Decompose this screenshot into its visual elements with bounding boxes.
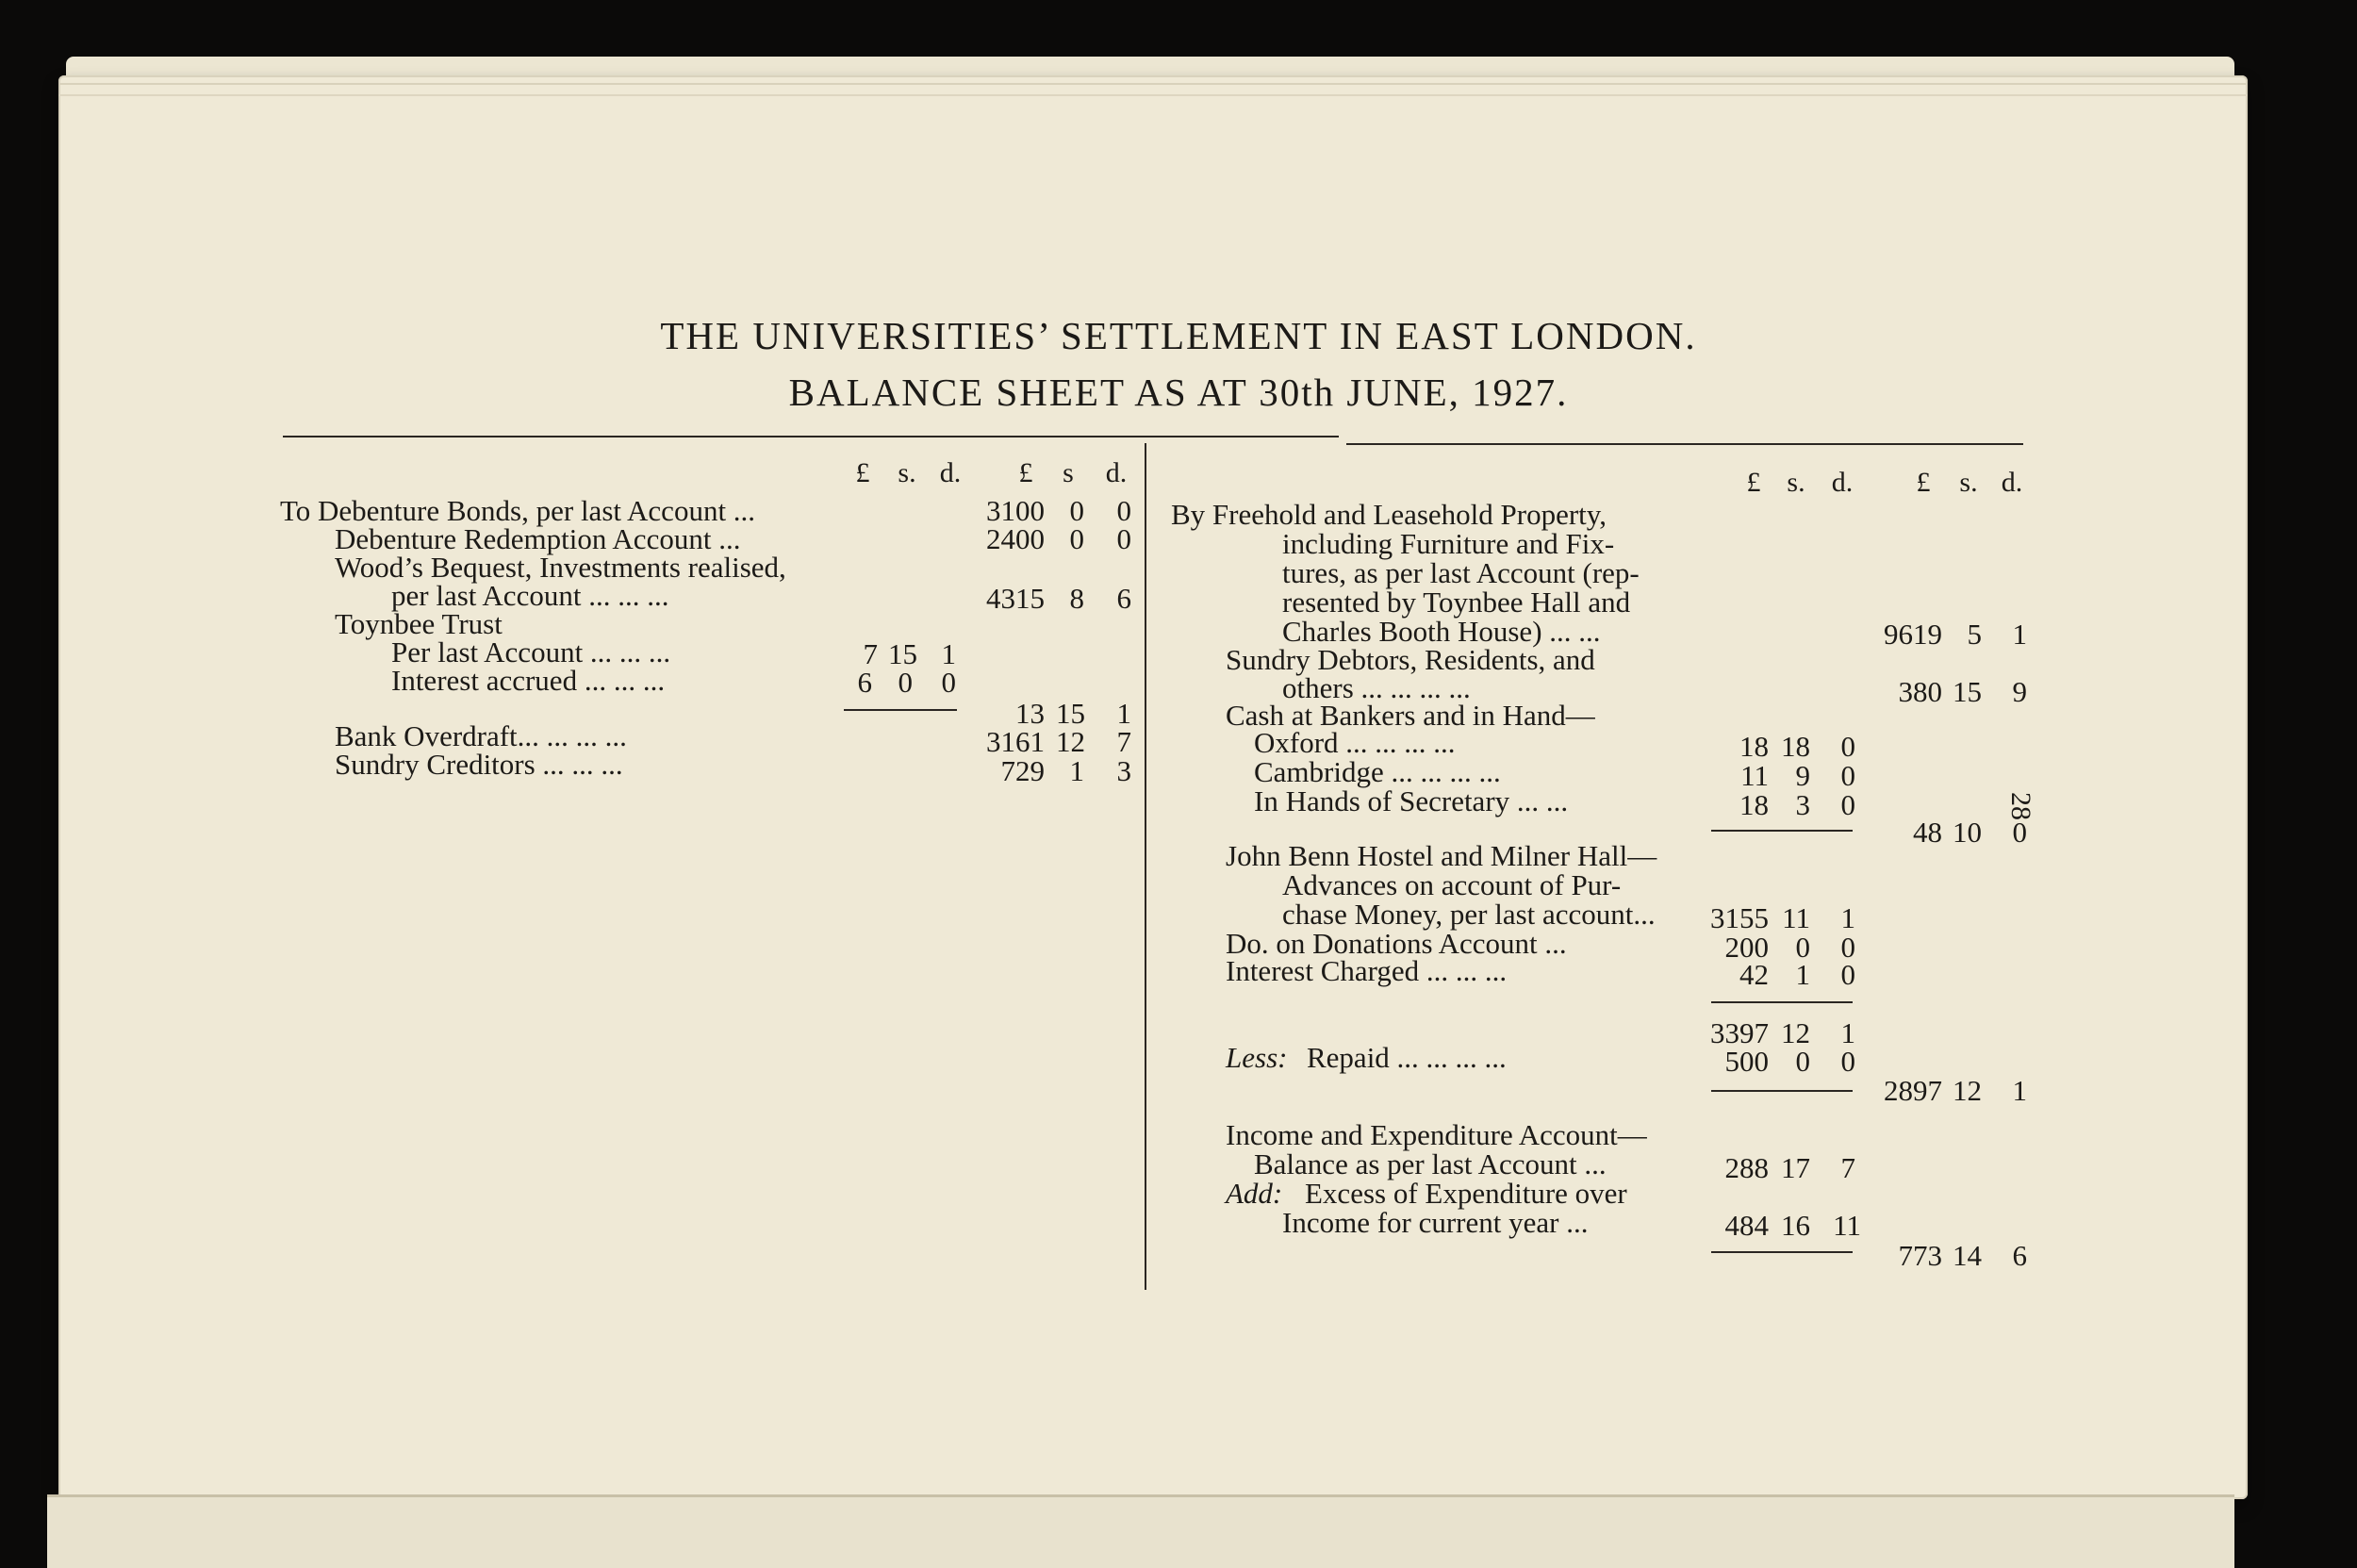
cambridge-pounds: 11 [1740, 759, 1769, 792]
toynbee-per-last-pence: 1 [941, 637, 956, 670]
left-head-s-b: s [1063, 457, 1074, 488]
interest-charged-shillings: 1 [1795, 958, 1810, 991]
john-benn-label: John Benn Hostel and Milner Hall— [1226, 839, 1657, 872]
income-total-pence: 6 [2012, 1239, 2027, 1272]
less-label: Less: [1226, 1041, 1288, 1074]
right-head-s-b: s. [1959, 467, 1978, 498]
john-benn-pounds: 3155 [1710, 901, 1769, 934]
john-benn-net-shillings: 12 [1953, 1074, 1982, 1107]
john-benn-label-3: chase Money, per last account... [1282, 898, 1656, 931]
woods-bequest-pence: 6 [1116, 582, 1131, 615]
debenture-bonds-shillings: 0 [1069, 494, 1084, 527]
income-total-shillings: 14 [1953, 1239, 1982, 1272]
john-benn-pence: 1 [1840, 901, 1855, 934]
toynbee-interest-pounds: 6 [857, 666, 872, 699]
secretary-shillings: 3 [1795, 788, 1810, 821]
sundry-debtors-label: Sundry Debtors, Residents, and [1226, 643, 1595, 676]
secretary-pounds: 18 [1739, 788, 1769, 821]
advances-total-pence: 1 [1840, 1016, 1855, 1049]
sundry-debtors-pence: 9 [2012, 675, 2027, 708]
cash-total-pence: 0 [2012, 816, 2027, 849]
freehold-pence: 1 [2012, 618, 2027, 651]
interest-charged-label: Interest Charged ... ... ... [1226, 954, 1508, 987]
freehold-label-3: tures, as per last Account (rep- [1282, 556, 1640, 589]
repaid-shillings: 0 [1795, 1045, 1810, 1078]
toynbee-total-shillings: 15 [1056, 697, 1085, 730]
woods-bequest-label-2: per last Account ... ... ... [391, 579, 669, 612]
excess-expenditure-pounds: 484 [1724, 1209, 1769, 1242]
advances-total-shillings: 12 [1781, 1016, 1810, 1049]
freehold-label-5: Charles Booth House) ... ... [1282, 615, 1601, 648]
donations-pence: 0 [1840, 931, 1855, 964]
repaid-pounds: 500 [1724, 1045, 1769, 1078]
toynbee-total-pounds: 13 [1015, 697, 1045, 730]
toynbee-trust-label: Toynbee Trust [335, 607, 503, 640]
right-head-d-a: d. [1831, 467, 1854, 498]
cash-total-pounds: 48 [1913, 816, 1942, 849]
repaid-label: Repaid ... ... ... ... [1307, 1041, 1507, 1074]
sundry-creditors-pence: 3 [1116, 754, 1131, 787]
bank-overdraft-pounds: 3161 [986, 725, 1045, 758]
sundry-debtors-label-2: others ... ... ... ... [1282, 671, 1471, 704]
secretary-label: In Hands of Secretary ... ... [1254, 784, 1569, 817]
debenture-redemption-shillings: 0 [1069, 522, 1084, 555]
document-title: THE UNIVERSITIES’ SETTLEMENT IN EAST LONDON. [660, 314, 1697, 357]
left-head-d-b: d. [1105, 457, 1128, 488]
debenture-redemption-label: Debenture Redemption Account ... [335, 522, 741, 555]
debenture-redemption-pounds: 2400 [986, 522, 1045, 555]
john-benn-net-pounds: 2897 [1884, 1074, 1942, 1107]
freehold-label-2: including Furniture and Fix- [1282, 527, 1615, 560]
john-benn-shillings: 11 [1782, 901, 1810, 934]
toynbee-total-pence: 1 [1116, 697, 1131, 730]
woods-bequest-pounds: 4315 [986, 582, 1045, 615]
excess-expenditure-label: Excess of Expenditure over [1305, 1177, 1627, 1210]
advances-total-pounds: 3397 [1710, 1016, 1769, 1049]
income-expenditure-label: Income and Expenditure Account— [1226, 1118, 1647, 1151]
sundry-creditors-label: Sundry Creditors ... ... ... [335, 748, 623, 781]
freehold-label: By Freehold and Leasehold Property, [1171, 498, 1607, 531]
donations-pounds: 200 [1724, 931, 1769, 964]
left-head-pound-b: £ [1018, 457, 1033, 488]
bank-overdraft-label: Bank Overdraft... ... ... ... [335, 719, 627, 752]
document-subtitle: BALANCE SHEET AS AT 30th JUNE, 1927. [788, 371, 1569, 414]
excess-expenditure-pence: 11 [1833, 1209, 1861, 1242]
toynbee-interest-label: Interest accrued ... ... ... [391, 664, 666, 697]
john-benn-net-pence: 1 [2012, 1074, 2027, 1107]
left-head-d-a: d. [939, 457, 962, 488]
repaid-subtotal-rule [1711, 1090, 1853, 1092]
donations-label: Do. on Donations Account ... [1226, 927, 1567, 960]
cash-subtotal-rule [1711, 830, 1853, 832]
freehold-shillings: 5 [1967, 618, 1982, 651]
balance-last-shillings: 17 [1781, 1151, 1810, 1184]
sundry-debtors-shillings: 15 [1953, 675, 1982, 708]
next-page-edge [47, 1494, 2234, 1568]
cambridge-shillings: 9 [1795, 759, 1810, 792]
toynbee-interest-shillings: 0 [898, 666, 913, 699]
woods-bequest-shillings: 8 [1069, 582, 1084, 615]
debenture-bonds-pence: 0 [1116, 494, 1131, 527]
toynbee-per-last-pounds: 7 [863, 637, 878, 670]
oxford-shillings: 18 [1781, 730, 1810, 763]
right-head-pound-b: £ [1916, 467, 1931, 498]
right-head-pound-a: £ [1746, 467, 1761, 498]
john-benn-label-2: Advances on account of Pur- [1282, 868, 1622, 901]
balance-last-pence: 7 [1840, 1151, 1855, 1184]
sundry-creditors-shillings: 1 [1069, 754, 1084, 787]
left-head-s-a: s. [898, 457, 916, 488]
interest-charged-pounds: 42 [1739, 958, 1769, 991]
debenture-bonds-pounds: 3100 [986, 494, 1045, 527]
toynbee-subtotal-rule [844, 709, 957, 711]
cash-total-shillings: 10 [1953, 816, 1982, 849]
toynbee-per-last-label: Per last Account ... ... ... [391, 635, 671, 668]
excess-expenditure-label-2: Income for current year ... [1282, 1206, 1589, 1239]
debenture-redemption-pence: 0 [1116, 522, 1131, 555]
sundry-creditors-pounds: 729 [1000, 754, 1045, 787]
balance-last-label: Balance as per last Account ... [1254, 1147, 1607, 1180]
bank-overdraft-shillings: 12 [1056, 725, 1085, 758]
excess-expenditure-shillings: 16 [1781, 1209, 1810, 1242]
center-divider [1145, 443, 1146, 1290]
income-total-pounds: 773 [1898, 1239, 1942, 1272]
sundry-debtors-pounds: 380 [1898, 675, 1942, 708]
header-rule-right [1346, 443, 2023, 445]
woods-bequest-label: Wood’s Bequest, Investments realised, [335, 551, 786, 584]
debenture-bonds-label: To Debenture Bonds, per last Account ... [280, 494, 756, 527]
secretary-pence: 0 [1840, 788, 1855, 821]
right-head-s-a: s. [1787, 467, 1805, 498]
freehold-pounds: 9619 [1884, 618, 1942, 651]
cambridge-label: Cambridge ... ... ... ... [1254, 755, 1501, 788]
income-subtotal-rule [1711, 1251, 1853, 1253]
book-page [58, 75, 2248, 1499]
interest-charged-pence: 0 [1840, 958, 1855, 991]
oxford-pence: 0 [1840, 730, 1855, 763]
left-head-pound-a: £ [855, 457, 870, 488]
add-label: Add: [1226, 1177, 1283, 1210]
donations-shillings: 0 [1795, 931, 1810, 964]
balance-last-pounds: 288 [1724, 1151, 1769, 1184]
page-number: 28 [2005, 792, 2036, 820]
repaid-pence: 0 [1840, 1045, 1855, 1078]
right-head-d-b: d. [2001, 467, 2023, 498]
oxford-label: Oxford ... ... ... ... [1254, 726, 1456, 759]
toynbee-per-last-shillings: 15 [888, 637, 917, 670]
header-rule-left [283, 436, 1339, 437]
cambridge-pence: 0 [1840, 759, 1855, 792]
toynbee-interest-pence: 0 [941, 666, 956, 699]
oxford-pounds: 18 [1739, 730, 1769, 763]
advances-subtotal-rule [1711, 1001, 1853, 1003]
bank-overdraft-pence: 7 [1116, 725, 1131, 758]
freehold-label-4: resented by Toynbee Hall and [1282, 586, 1631, 619]
cash-label: Cash at Bankers and in Hand— [1226, 699, 1595, 732]
